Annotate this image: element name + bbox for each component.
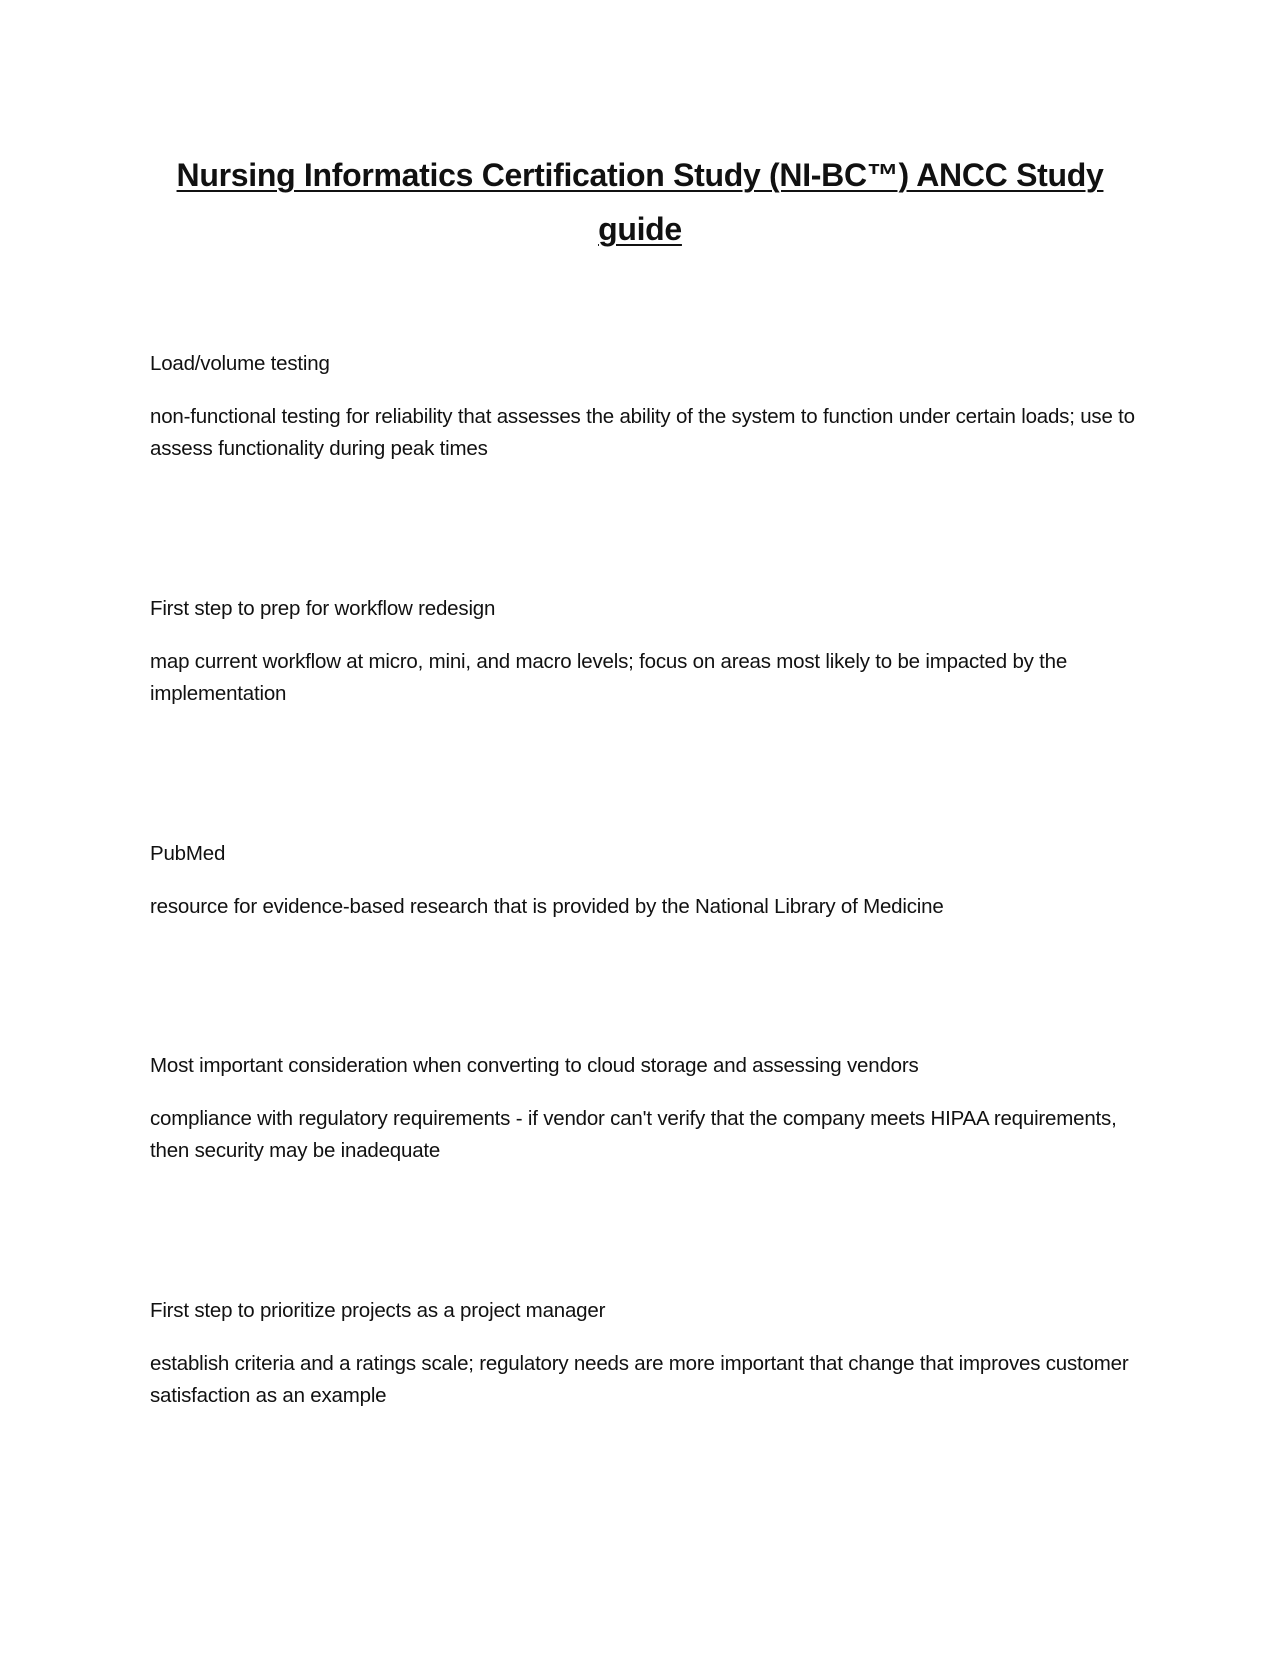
document-title: Nursing Informatics Certification Study (NI-BC™) ANCC Study guide bbox=[176, 157, 1104, 247]
entry-term: First step to prioritize projects as a project manager bbox=[150, 1299, 606, 1322]
study-entry bbox=[150, 1295, 1135, 1412]
study-entry bbox=[150, 593, 1135, 710]
study-entry bbox=[150, 1050, 1135, 1167]
study-entry bbox=[150, 838, 1135, 923]
study-entry bbox=[150, 348, 1135, 465]
entry-term: PubMed bbox=[150, 842, 226, 865]
entry-term: Most important consideration when converting to cloud storage and assessing vendors bbox=[150, 1054, 919, 1077]
entry-term: First step to prep for workflow redesign bbox=[150, 597, 496, 620]
entry-definition: map current workflow at micro, mini, and macro levels; focus on areas most likely to be impacted by the implementation bbox=[150, 650, 1068, 705]
entry-definition: resource for evidence-based research that is provided by the National Library of Medicine bbox=[150, 895, 944, 918]
entry-definition: compliance with regulatory requirements - if vendor can't verify that the company meets HIPAA requirements, then security may be inadequate bbox=[150, 1107, 1117, 1162]
entry-definition: establish criteria and a ratings scale; regulatory needs are more important that change that improves customer satisfaction as an example bbox=[150, 1352, 1129, 1407]
entry-term: Load/volume testing bbox=[150, 352, 330, 375]
entry-definition: non-functional testing for reliability that assesses the ability of the system to function under certain loads; use to assess functionality during peak times bbox=[150, 405, 1135, 460]
